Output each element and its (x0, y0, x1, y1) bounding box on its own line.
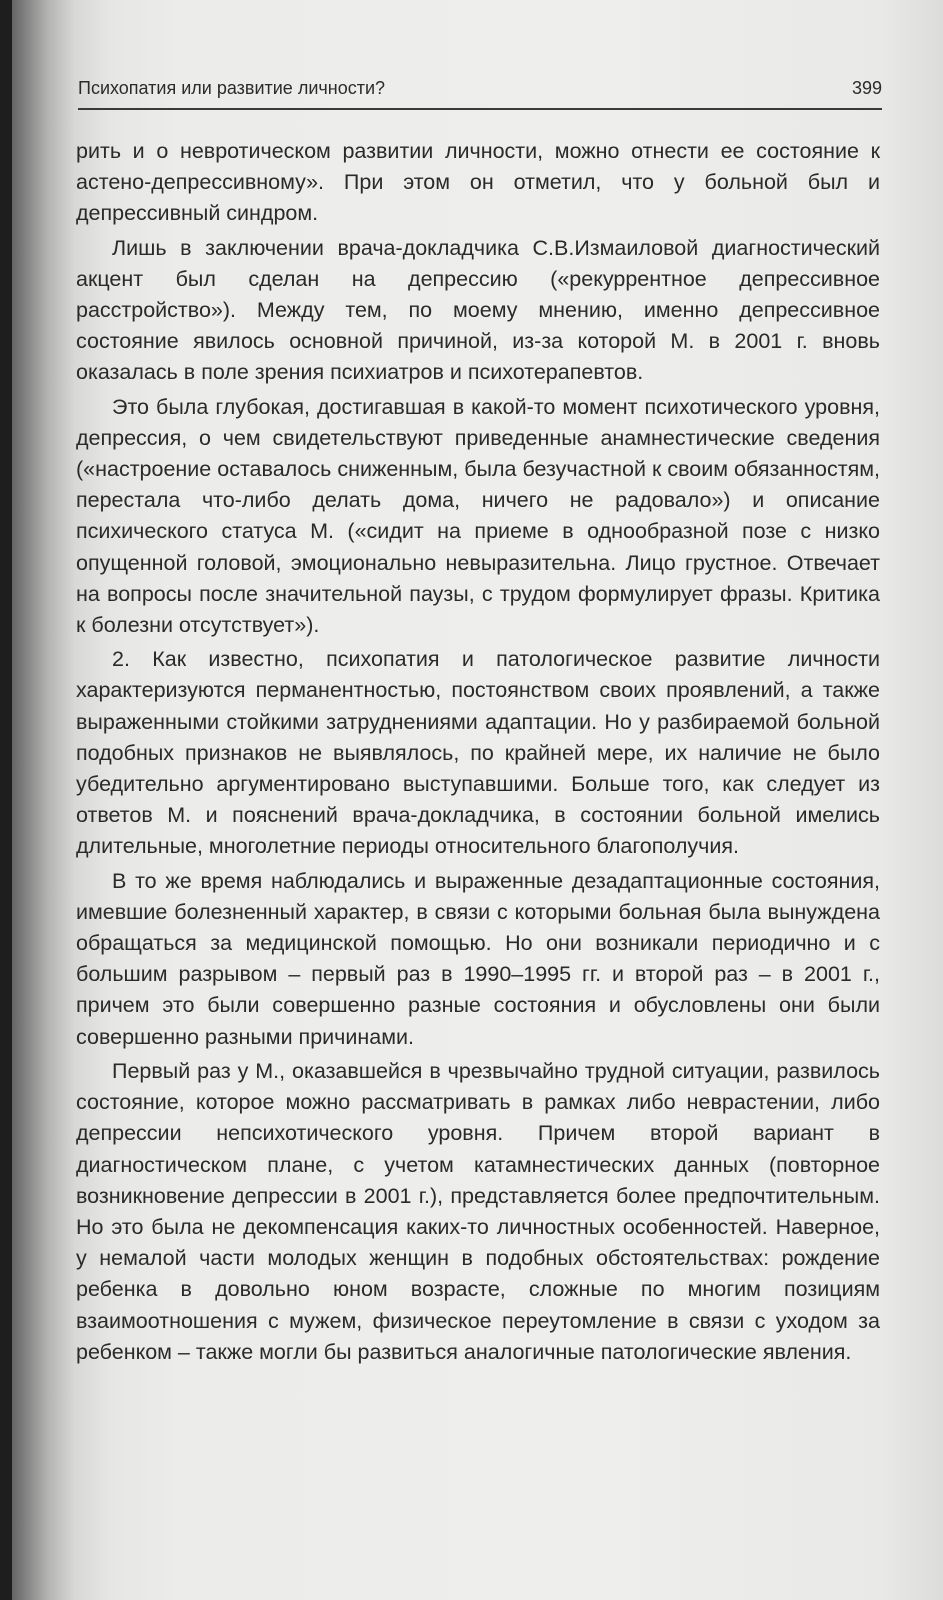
book-spine-shadow (0, 0, 12, 1600)
running-title: Психопатия или развитие личности? (78, 78, 386, 98)
running-header (78, 74, 882, 110)
paragraph: Первый раз у М., оказавшейся в чрезвычайно трудной ситуации, развилось состояние, которое можно рассматривать в рамках либо неврастении, либо депрессии непсихотического уровня. Причем второй вариант в диагностическом плане, с учетом катамнестических данных (повторное возникновение депрессии в 2001 г.), представляется более предпочтительным. Но это была не декомпенсация каких-то личностных особенностей. Наверное, у немалой части молодых женщин в подобных обстоятельствах: рождение ребенка в довольно юном возрасте, сложные по многим позициям взаимоотношения с мужем, физическое переутомление в связи с уходом за ребенком – также могли бы развиться аналогичные патологические явления. (76, 1058, 880, 1364)
paragraph: Лишь в заключении врача-докладчика С.В.Измаиловой диагностический акцент был сделан на депрессию («рекуррентное депрессивное расстройство»). Между тем, по моему мнению, именно депрессивное состояние явилось основной причиной, из-за которой М. в 2001 г. вновь оказалась в поле зрения психиатров и психотерапевтов. (76, 235, 880, 385)
paragraph: В то же время наблюдались и выраженные дезадаптационные состояния, имевшие болезненный характер, в связи с которыми больная была вынуждена обращаться за медицинской помощью. Но они возникали периодично и с большим разрывом – первый раз в 1990–1995 гг. и второй раз – в 2001 г., причем это были совершенно разные состояния и обусловлены они были совершенно разными причинами. (76, 868, 880, 1049)
paragraph: 2. Как известно, психопатия и патологическое развитие личности характеризуются перманентностью, постоянством своих проявлений, а также выраженными стойкими затруднениями адаптации. Но у разбираемой больной подобных признаков не выявлялось, по крайней мере, их наличие не было убедительно аргументировано выступавшими. Больше того, как следует из ответов М. и пояснений врача-докладчика, в состоянии больной имелись длительные, многолетние периоды относительного благополучия. (76, 647, 880, 859)
paragraph-continuation: рить и о невротическом развитии личности, можно отнести ее состояние к астено-депрессивному». При этом он отметил, что у больной был и депрессивный синдром. (76, 139, 880, 226)
body-text (76, 136, 880, 1371)
paragraph: Это была глубокая, достигавшая в какой-то момент психотического уровня, депрессия, о чем свидетельствуют приведенные анамнестические сведения («настроение оставалось сниженным, была безучастной к своим обязанностям, перестала что-либо делать дома, ничего не радовало») и описание психического статуса М. («сидит на приеме в однообразной позе с низко опущенной головой, эмоционально невыразительна. Лицо грустное. Отвечает на вопросы после значительной паузы, с трудом формулирует фразы. Критика к болезни отсутствует»). (76, 394, 880, 638)
page-number: 399 (851, 78, 882, 98)
